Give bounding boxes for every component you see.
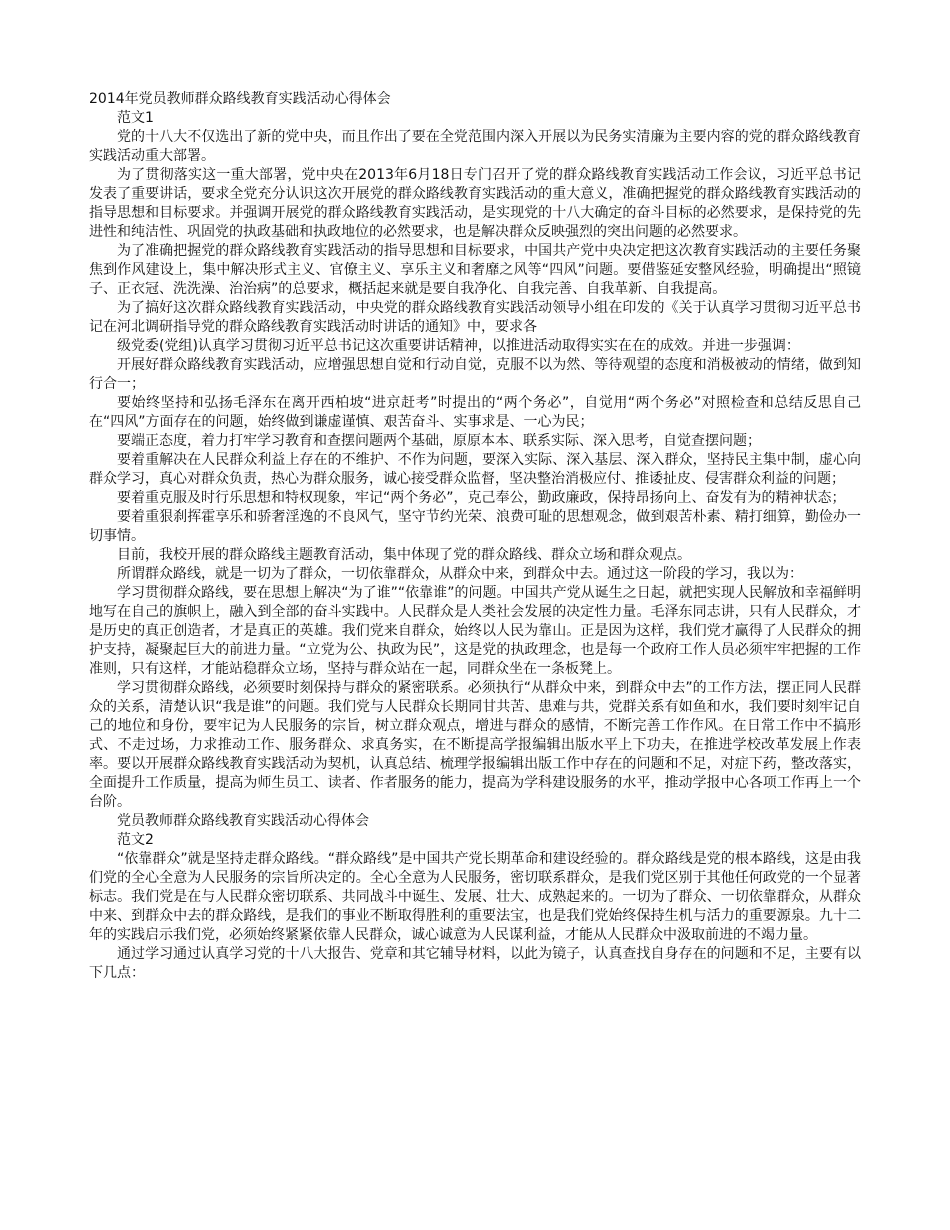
paragraph: 党的十八大不仅选出了新的党中央，而且作出了要在全党范围内深入开展以为民务实清廉为主要内容的党的群众路线教育实践活动重大部署。 xyxy=(89,129,861,164)
paragraph: 为了贯彻落实这一重大部署，党中央在2013年6月18日专门召开了党的群众路线教育实践活动工作会议，习近平总书记发表了重要讲话，要求全党充分认识这次开展党的群众路线教育实践活动的重大意义，准确把握党的群众路线教育实践活动的指导思想和目标要求。并强调开展党的群众路线教育实践活动，是实现党的十八大确定的奋斗目标的必然要求，是保持党的先进性和纯洁性、巩固党的执政基础和执政地位的必然要求，也是解决群众反映强烈的突出问题的必然要求。 xyxy=(89,167,861,240)
paragraph: 范文2 xyxy=(117,832,154,848)
paragraph: 要端正态度，着力打牢学习教育和查摆问题两个基础，原原本本、联系实际、深入思考，自觉查摆问题； xyxy=(117,433,761,449)
paragraph: 目前，我校开展的群众路线主题教育活动，集中体现了党的群众路线、群众立场和群众观点。 xyxy=(117,547,691,563)
paragraph: 学习贯彻群众路线，必须要时刻保持与群众的紧密联系。必须执行“从群众中来，到群众中去”的工作方法，摆正同人民群众的关系，清楚认识“我是谁”的问题。我们党与人民群众长期同甘共苦、患难与共，党群关系有如鱼和水，我们要时刻牢记自己的地位和身份，要牢记为人民服务的宗旨，树立群众观点，增进与群众的感情，不断完善工作作风。在日常工作中不搞形式、不走过场，力求推动工作、服务群众、求真务实，在不断提高学报编辑出版水平上下功夫，在推进学校改革发展上作表率。要以开展群众路线教育实践活动为契机，认真总结、梳理学报编辑出版工作中存在的问题和不足，对症下药，整改落实，全面提升工作质量，提高为师生员工、读者、作者服务的能力，提高为学科建设服务的水平，推动学报中心各项工作再上一个台阶。 xyxy=(89,680,861,810)
document-page xyxy=(89,90,861,983)
paragraph: 学习贯彻群众路线，要在思想上解决“为了谁”“依靠谁”的问题。中国共产党从诞生之日起，就把实现人民解放和幸福鲜明地写在自己的旗帜上，融入到全部的奋斗实践中。人民群众是人类社会发展的决定性力量。毛泽东同志讲，只有人民群众，才是历史的真正创造者，才是真正的英雄。我们党来自群众，始终以人民为靠山。正是因为这样，我们党才赢得了人民群众的拥护支持，凝聚起巨大的前进力量。“立党为公、执政为民”，这是党的执政理念，也是每一个政府工作人员必须牢牢把握的工作准则，只有这样，才能站稳群众立场，坚持与群众站在一起，同群众坐在一条板凳上。 xyxy=(89,585,861,677)
paragraph: 范文1 xyxy=(117,110,154,126)
paragraph: 通过学习通过认真学习党的十八大报告、党章和其它辅导材料，以此为镜子，认真查找自身存在的问题和不足，主要有以下几点： xyxy=(89,946,861,981)
paragraph: “依靠群众”就是坚持走群众路线。“群众路线”是中国共产党长期革命和建设经验的。群众路线是党的根本路线，这是由我们党的全心全意为人民服务的宗旨所决定的。全心全意为人民服务，密切联系群众，是我们党区别于其他任何政党的一个显著标志。我们党是在与人民群众密切联系、共同战斗中诞生、发展、壮大、成熟起来的。一切为了群众、一切依靠群众，从群众中来、到群众中去的群众路线，是我们的事业不断取得胜利的重要法宝，也是我们党始终保持生机与活力的重要源泉。九十二年的实践启示我们党，必须始终紧紧依靠人民群众，诚心诚意为人民谋利益，才能从人民群众中汲取前进的不竭力量。 xyxy=(89,851,861,943)
section-heading: 党员教师群众路线教育实践活动心得体会 xyxy=(117,813,369,829)
paragraph: 要着重解决在人民群众利益上存在的不维护、不作为问题，要深入实际、深入基层、深入群众，坚持民主集中制，虚心向群众学习，真心对群众负责，热心为群众服务，诚心接受群众监督，坚决整治消极应付、推诿扯皮、侵害群众利益的问题； xyxy=(89,452,861,487)
paragraph: 为了搞好这次群众路线教育实践活动，中央党的群众路线教育实践活动领导小组在印发的《关于认真学习贯彻习近平总书记在河北调研指导党的群众路线教育实践活动时讲话的通知》中，要求各 xyxy=(89,300,861,335)
paragraph: 所谓群众路线，就是一切为了群众，一切依靠群众，从群众中来，到群众中去。通过这一阶段的学习，我以为： xyxy=(117,566,803,582)
paragraph: 级党委(党组)认真学习贯彻习近平总书记这次重要讲话精神，以推进活动取得实实在在的成效。并进一步强调： xyxy=(117,338,800,354)
paragraph: 开展好群众路线教育实践活动，应增强思想自觉和行动自觉，克服不以为然、等待观望的态度和消极被动的情绪，做到知行合一； xyxy=(89,357,861,392)
paragraph: 要始终坚持和弘扬毛泽东在离开西柏坡“进京赶考”时提出的“两个务必”，自觉用“两个务必”对照检查和总结反思自己在“四风”方面存在的问题，始终做到谦虚谨慎、艰苦奋斗、实事求是、一心为民； xyxy=(89,395,861,430)
paragraph: 要着重克服及时行乐思想和特权现象，牢记“两个务必”，克己奉公，勤政廉政，保持昂扬向上、奋发有为的精神状态； xyxy=(117,490,846,506)
paragraph: 为了准确把握党的群众路线教育实践活动的指导思想和目标要求，中国共产党中央决定把这次教育实践活动的主要任务聚焦到作风建设上，集中解决形式主义、官僚主义、享乐主义和奢靡之风等“四风”问题。要借鉴延安整风经验，明确提出“照镜子、正衣冠、洗洗澡、治治病”的总要求，概括起来就是要自我净化、自我完善、自我革新、自我提高。 xyxy=(89,243,861,297)
document-title: 2014年党员教师群众路线教育实践活动心得体会 xyxy=(89,91,391,107)
paragraph: 要着重狠刹挥霍享乐和骄奢淫逸的不良风气，坚守节约光荣、浪费可耻的思想观念，做到艰苦朴素、精打细算，勤俭办一切事情。 xyxy=(89,509,861,544)
